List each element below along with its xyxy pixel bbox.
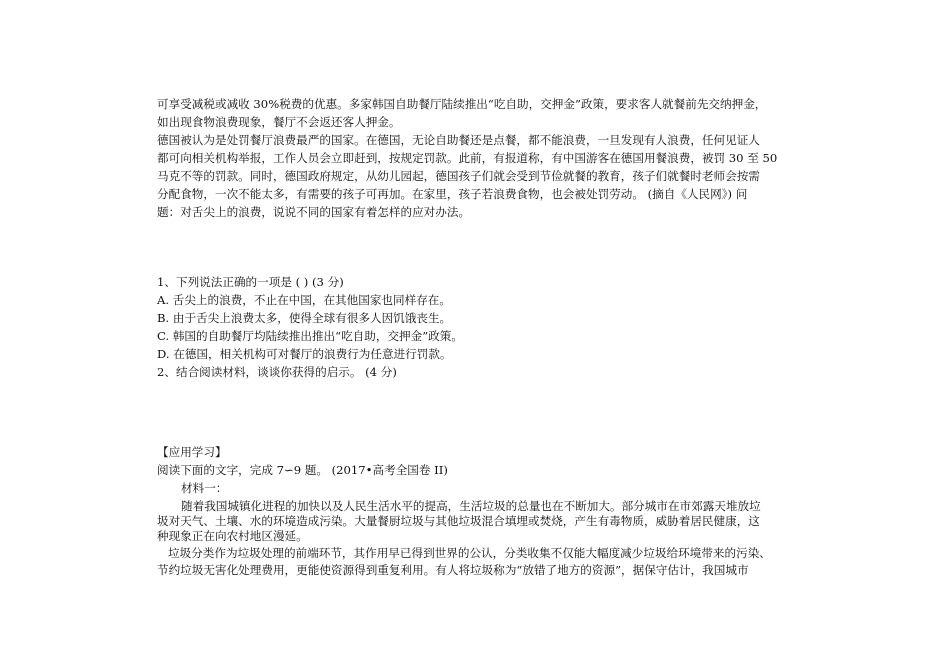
- material-label: 材料一：: [181, 481, 228, 495]
- question-2: 2、结合阅读材料，谈谈你获得的启示。 (4 分): [157, 365, 397, 379]
- question-1: 1、下列说法正确的一项是 ( ) (3 分): [157, 275, 344, 289]
- passage-line: 都可向相关机构举报，工作人员会立即赶到，按规定罚款。此前，有报道称，有中国游客在德国用餐浪费，被罚 30 至 50: [157, 151, 778, 165]
- passage-line: 题：对舌尖上的浪费，说说不同的国家有着怎样的应对办法。: [157, 205, 471, 219]
- section-heading: 【应用学习】: [157, 445, 227, 459]
- passage-line: 分配食物，一次不能太多，有需要的孩子可再加。在家里，孩子若浪费食物，也会被处罚劳动。 (摘自《人民网》) 问: [157, 187, 748, 201]
- section-intro: 阅读下面的文字，完成 7∽9 题。 (2017•高考全国卷 II): [157, 463, 448, 477]
- passage-line: 马克不等的罚款。同时，德国政府规定，从幼儿园起，德国孩子们就会受到节俭就餐的教育，孩子们就餐时老师会按需: [157, 169, 760, 183]
- passage-line: 德国被认为是处罚餐厅浪费最严的国家。在德国，无论自助餐还是点餐，都不能浪费，一旦发现有人浪费，任何见证人: [157, 133, 760, 147]
- material-line: 随着我国城镇化进程的加快以及人民生活水平的提高，生活垃圾的总量也在不断加大。部分城市在市郊露天堆放垃: [181, 499, 761, 513]
- material-line: 圾对天气、土壤、水的环境造成污染。大量餐厨垃圾与其他垃圾混合填埋或焚烧，产生有毒物质，威胁着居民健康，这: [157, 514, 760, 528]
- material-line: 节约垃圾无害化处理费用，更能使资源得到重复利用。有人将垃圾称为“放错了地方的资源”，据保守估计，我国城市: [157, 563, 749, 577]
- question-option-b: B. 由于舌尖上浪费太多，使得全球有很多人因饥饿丧生。: [157, 311, 452, 325]
- material-line: 垃圾分类作为垃圾处理的前端环节，其作用早已得到世界的公认，分类收集不仅能大幅度减少垃圾给环境带来的污染、: [168, 546, 771, 560]
- question-option-a: A. 舌尖上的浪费，不止在中国，在其他国家也同样存在。: [157, 293, 451, 307]
- passage-line: 可享受减税或减收 30%税费的优惠。多家韩国自助餐厅陆续推出“吃自助，交押金”政策，要求客人就餐前先交纳押金，: [157, 97, 767, 111]
- question-option-c: C. 韩国的自助餐厅均陆续推出推出“吃自助，交押金”政策。: [157, 329, 463, 343]
- question-option-d: D. 在德国，相关机构可对餐厅的浪费行为任意进行罚款。: [157, 347, 452, 361]
- passage-line: 如出现食物浪费现象，餐厅不会返还客人押金。: [157, 115, 401, 129]
- material-line: 种现象正在向农村地区漫延。: [157, 529, 308, 543]
